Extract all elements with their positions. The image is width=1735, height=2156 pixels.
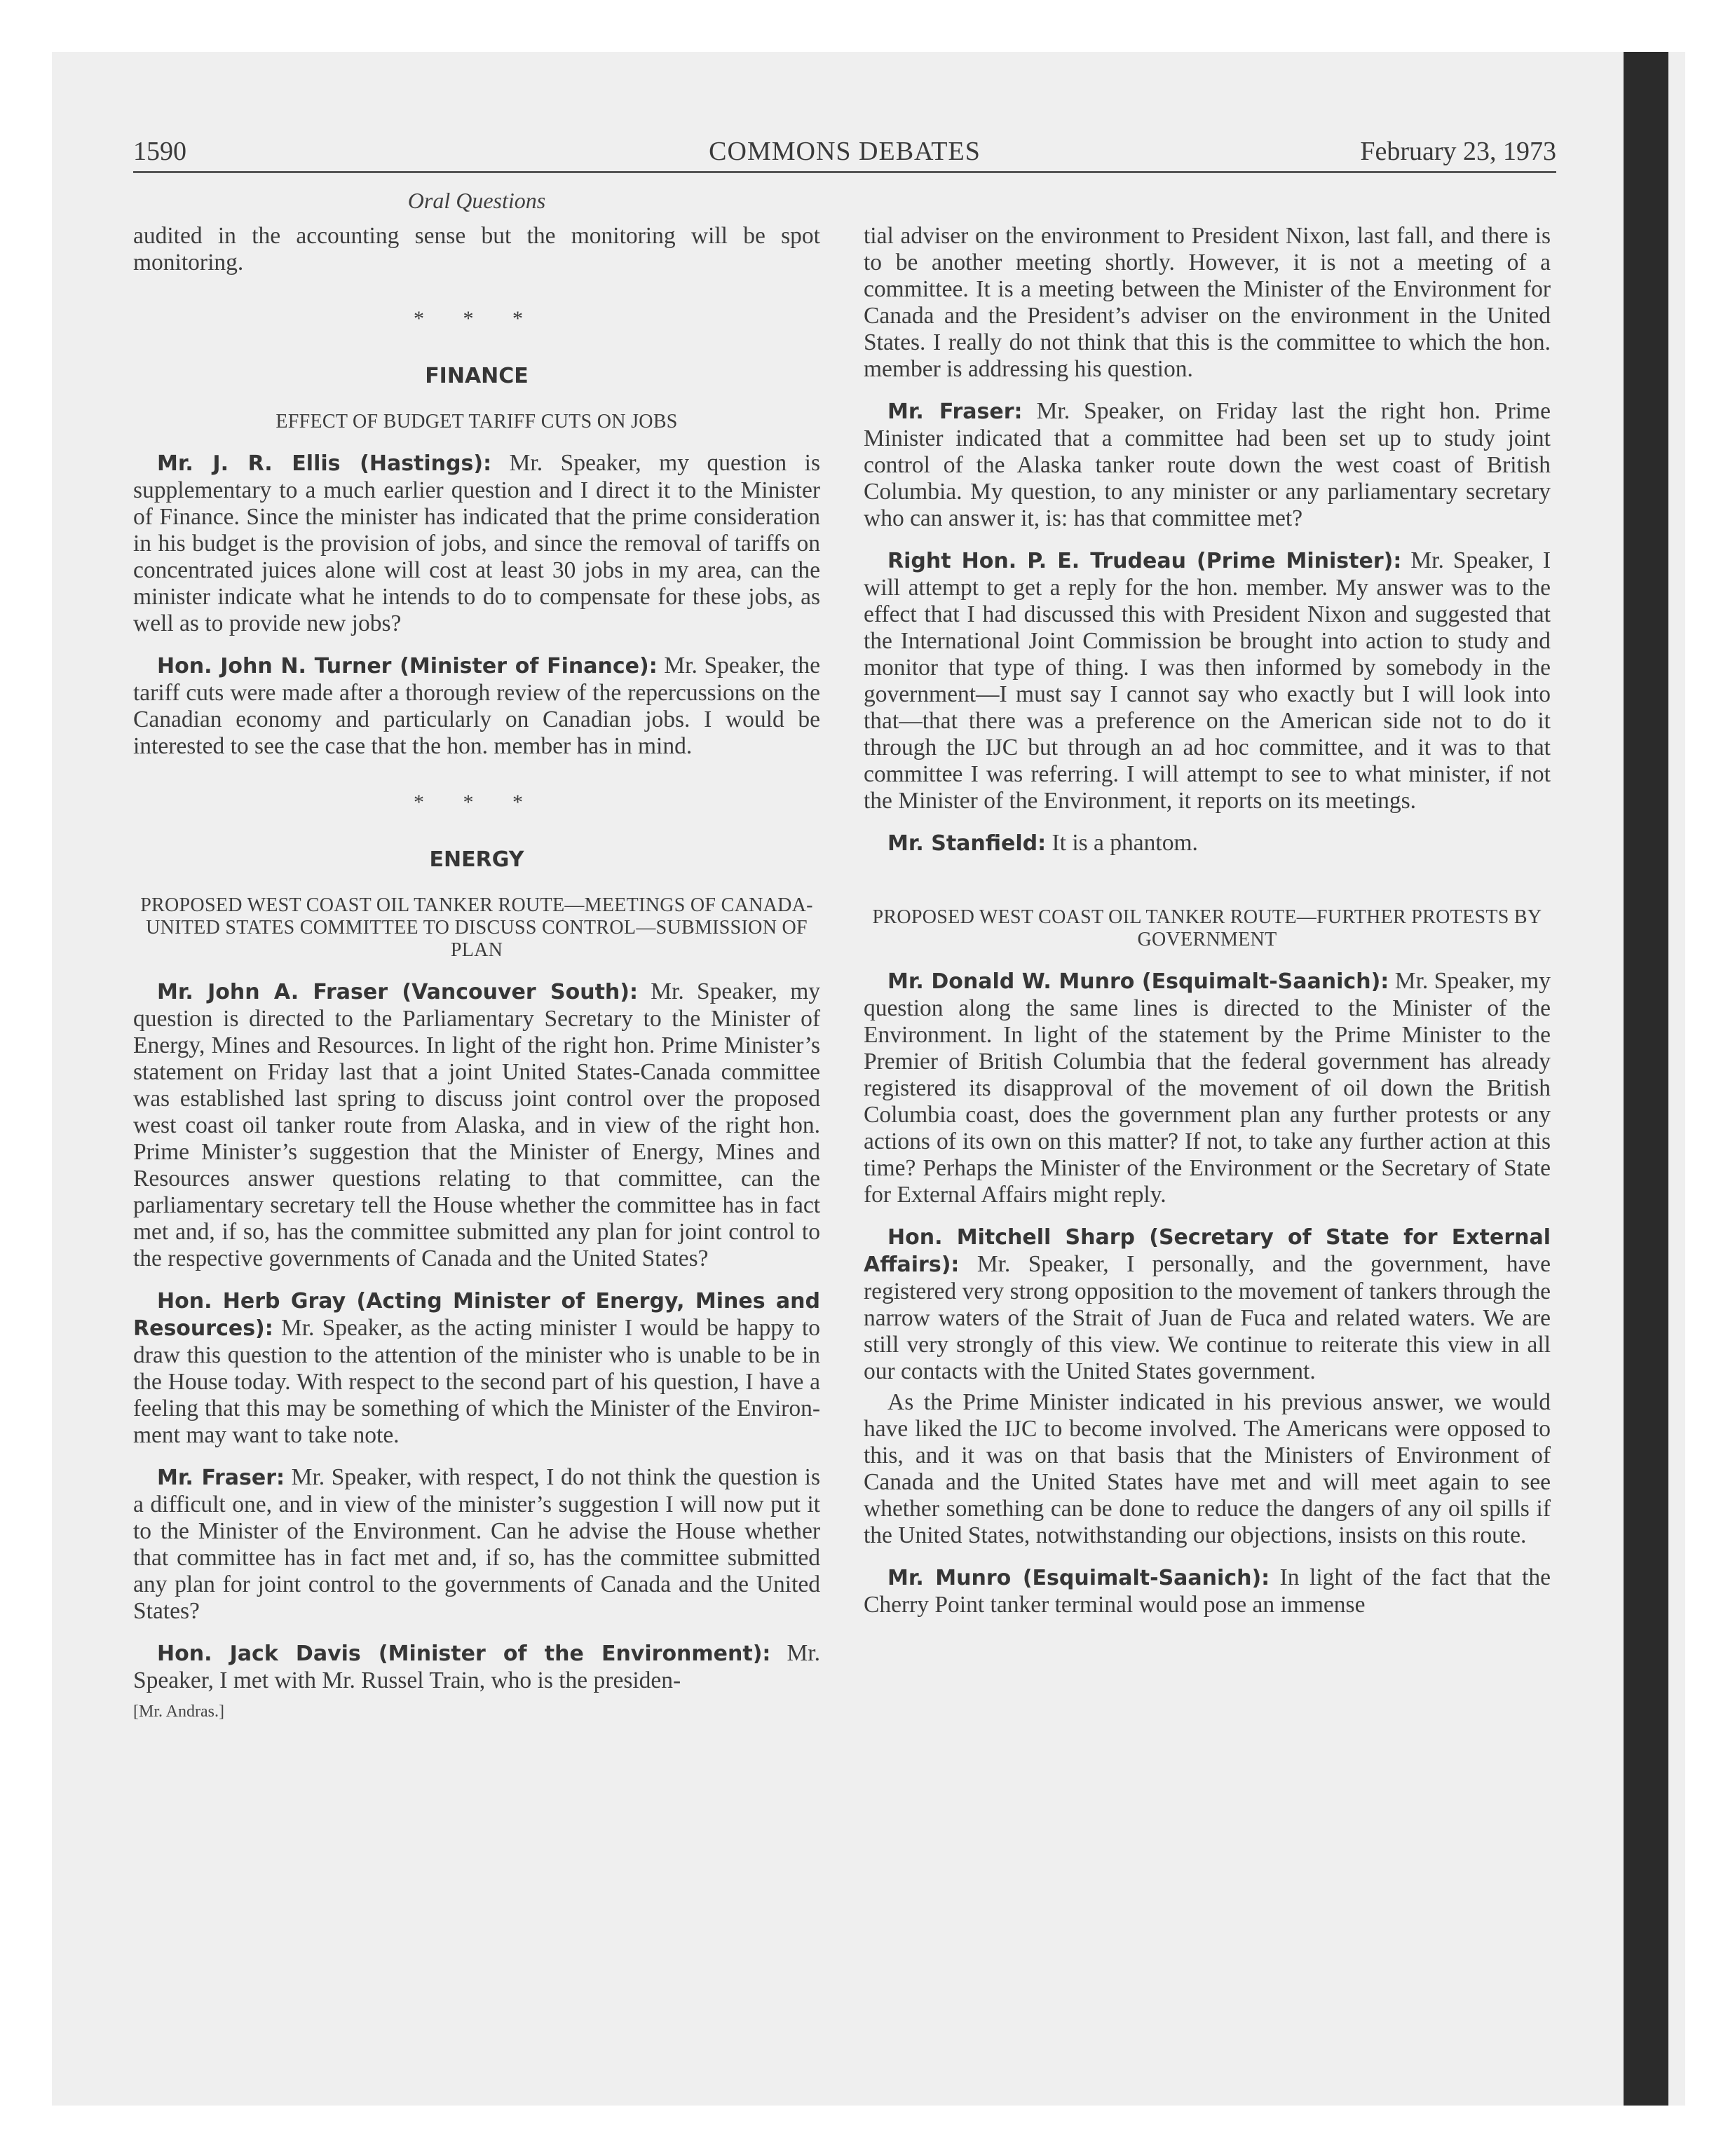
left-column	[133, 223, 820, 1725]
speaker-name: Hon. Jack Davis (Minister of the Environment):	[157, 1642, 771, 1666]
speaker-name: Mr. Munro (Esquimalt-Saanich):	[887, 1566, 1270, 1590]
page-header	[133, 135, 1556, 173]
speech-text: Mr. Speaker, I personally, and the government, have registered very strong opposition to the movement of tankers through the narrow waters of the Strait of Juan de Fuca and related waters. We are still very strongly of this view. We continue to reiterate this view in all our contacts with the United States government.	[864, 1251, 1551, 1384]
speaker-name: Hon. John N. Turner (Minister of Finance):	[157, 654, 658, 678]
continued-paragraph: tial adviser on the environment to President Nixon, last fall, and there is to be another meeting shortly. However, it is not a meeting of a committee. It is a meeting between the Minister of the Environment for Canada and the President’s adviser on the environment in the United States. I really do not think that this is the committee to which the hon. member is addressing his question.	[864, 223, 1551, 382]
speech-sharp-continued: As the Prime Minister indicated in his previous answer, we would have liked the IJC to become involved. The Americans were opposed to this, and it was on that basis that the Ministers of Environment of Canada and the United States have met and will meet again to see whether something can be done to reduce the dangers of any oil spills if the United States, notwithstanding our objections, insists on this route.	[864, 1389, 1551, 1548]
speech-sharp	[864, 1224, 1551, 1385]
speaker-name: Hon. Mitchell Sharp (Secretary of State for External Affairs):	[864, 1225, 1551, 1277]
continued-paragraph: audited in the accounting sense but the monitoring will be spot monitoring.	[133, 223, 820, 275]
speaker-name: Mr. Donald W. Munro (Esquimalt-Saanich):	[887, 969, 1389, 994]
speech-text: Mr. Speaker, my question along the same lines is directed to the Minister of the Environment. In light of the statement by the Prime Minister to the Premier of British Columbia that the federal government has already registered its disapproval of the movement of oil down the British Columbia coast, does the government plan any further protests or any actions of its own on this matter? If not, to take any further action at this time? Perhaps the Minister of the Environment or the Secretary of State for External Affairs might reply.	[864, 968, 1551, 1208]
subheading-tanker-route: PROPOSED WEST COAST OIL TANKER ROUTE—MEETINGS OF CANADA-UNITED STATES COMMITTEE TO DISCUSS CONTROL—SUBMISSION OF PLAN	[140, 894, 813, 961]
section-heading-finance: FINANCE	[425, 364, 529, 388]
section-divider: * * *	[414, 307, 540, 330]
section-divider: * * *	[414, 791, 540, 814]
publication-date: February 23, 1973	[1360, 137, 1556, 166]
subheading-budget-tariff: EFFECT OF BUDGET TARIFF CUTS ON JOBS	[275, 411, 678, 432]
speaker-name: Mr. Fraser:	[887, 400, 1023, 424]
speaker-name: Mr. Fraser:	[157, 1466, 285, 1490]
speech-text: Mr. Speaker, with respect, I do not think the question is a difficult one, and in view of the minister’s suggestion I will now put it to the Minister of the Environment. Can he advise the House whether that committee has in fact met and, if so, has the committee submitted any plan for joint control to the governments of Canada and the United States?	[133, 1464, 820, 1624]
speech-ellis	[133, 450, 820, 637]
page-number: 1590	[133, 137, 186, 166]
speech-text: In light of the fact that the Cherry Point tanker terminal would pose an immense	[864, 1564, 1551, 1618]
speech-fraser-2	[133, 1464, 820, 1625]
speech-text: Mr. Speaker, my question is supplementary to a much earlier question and I direct it to the Minister of Finance. Since the minister has indicated that the prime consideration in his budget is the provision of jobs, and since the removal of tariffs on concentrated juices alone will cost at least 30 jobs in my area, can the minister indicate what he intends to do to compensate for these jobs, as well as to provide new jobs?	[133, 450, 820, 636]
speech-text: Mr. Speaker, as the acting minister I would be happy to draw this question to the attention of the minister who is unable to be in the House today. With respect to the second part of his question, I have a feeling that this may be something of which the Minister of the Environment may want to take note.	[133, 1315, 820, 1448]
speech-turner	[133, 653, 820, 760]
speech-text: It is a phantom.	[1046, 830, 1198, 856]
speech-gray	[133, 1288, 820, 1449]
scan-edge	[1624, 52, 1668, 2106]
speaker-name: Mr. John A. Fraser (Vancouver South):	[157, 980, 639, 1004]
section-heading-energy: ENERGY	[429, 847, 524, 872]
publication-title: COMMONS DEBATES	[709, 137, 981, 166]
subheading-further-protests: PROPOSED WEST COAST OIL TANKER ROUTE—FURTHER PROTESTS BY GOVERNMENT	[872, 906, 1542, 950]
speech-munro-2	[864, 1564, 1551, 1618]
speech-text: Mr. Speaker, my question is directed to the Parliamentary Secretary to the Minister of Energy, Mines and Resources. In light of the right hon. Prime Minister’s statement on Friday last that a joint United States-Canada committee was established last spring to discuss joint control over the proposed west coast oil tanker route from Alaska, and in view of the right hon. Prime Minister’s suggestion that the Minister of Energy, Mines and Resources answer questions relating to that committee, can the parliamentary secretary tell the House whether the committee has in fact met and, if so, has the committee submitted any plan for joint control to the respective governments of Canada and the United States?	[133, 978, 820, 1271]
speaker-name: Mr. Stanfield:	[887, 831, 1047, 856]
speech-text: Mr. Speaker, the tariff cuts were made after a thorough review of the repercussions on the Canadian economy and particularly on Canadian jobs. I would be interested to see the case that the hon. member has in mind.	[133, 653, 820, 759]
speech-stanfield	[864, 830, 1551, 857]
speaker-name: Right Hon. P. E. Trudeau (Prime Minister):	[887, 549, 1402, 573]
speech-fraser	[133, 978, 820, 1272]
speech-fraser-3	[864, 398, 1551, 532]
speech-text: Mr. Speaker, I met with Mr. Russel Train, who is the presiden-	[133, 1640, 820, 1693]
speech-munro	[864, 968, 1551, 1208]
section-label: Oral Questions	[407, 188, 546, 213]
footnote: [Mr. Andras.]	[133, 1703, 224, 1721]
speech-text: Mr. Speaker, I will attempt to get a reply for the hon. member. My answer was to the effect that I had discussed this with President Nixon and suggested that the International Joint Commission be brought into action to study and monitor that type of thing. I was then informed by somebody in the government—I must say I cannot say who exactly but I will look into that—that there was a preference on the American side not to do it through the IJC but through an ad hoc committee, and it was to that committee I was referring. I will attempt to see to what minister, if not the Minister of the Environment, it reports on its meetings.	[864, 547, 1551, 814]
speech-text: Mr. Speaker, on Friday last the right hon. Prime Minister indicated that a committee had been set up to study joint control of the Alaska tanker route down the west coast of British Columbia. My question, to any minister or any parliamentary secretary who can answer it, is: has that committee met?	[864, 398, 1551, 531]
speaker-name: Mr. J. R. Ellis (Hastings):	[157, 451, 492, 476]
speech-trudeau	[864, 547, 1551, 814]
right-column	[864, 223, 1551, 1634]
speaker-name: Hon. Herb Gray (Acting Minister of Energy, Mines and Resources):	[133, 1289, 820, 1341]
speech-davis	[133, 1640, 820, 1694]
